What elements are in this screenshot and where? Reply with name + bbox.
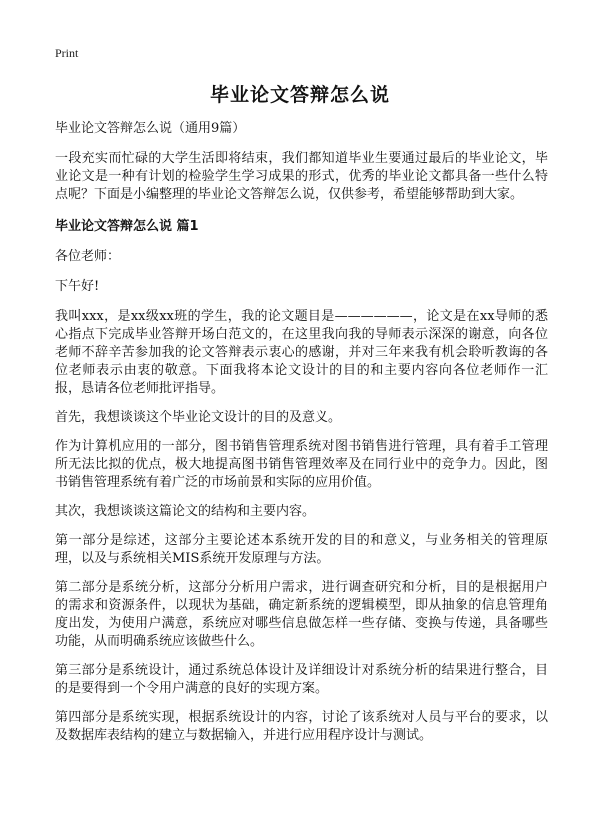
- print-link[interactable]: Print: [55, 46, 79, 60]
- salutation: 各位老师：: [55, 249, 121, 264]
- body-paragraph: 其次，我想谈谈这篇论文的结构和主要内容。: [55, 504, 316, 519]
- body-paragraph: 首先，我想谈谈这个毕业论文设计的目的及意义。: [55, 410, 342, 425]
- body-paragraph: 第四部分是系统实现，根据系统设计的内容，讨论了该系统对人员与平台的要求，以及数据库表结构的建立与数据输入，并进行应用程序设计与测试。: [55, 710, 548, 743]
- document-body: [55, 120, 548, 756]
- intro-paragraph: 一段充实而忙碌的大学生活即将结束，我们都知道毕业生要通过最后的毕业论文，毕业论文是一种有计划的检验学生学习成果的形式，优秀的毕业论文都具备一些什么特点呢？下面是小编整理的毕业论文答辩怎么说，仅供参考，希望能够帮助到大家。: [55, 151, 548, 202]
- body-paragraph: 作为计算机应用的一部分，图书销售管理系统对图书销售进行管理，具有着手工管理所无法比拟的优点，极大地提高图书销售管理效率及在同行业中的竞争力。因此，图书销售管理系统有着广泛的市场前景和实际的应用价值。: [55, 439, 548, 490]
- document-subtitle: 毕业论文答辩怎么说（通用9篇）: [55, 121, 246, 136]
- section-heading: 毕业论文答辩怎么说 篇1: [55, 219, 199, 234]
- greeting: 下午好!: [55, 279, 100, 294]
- body-paragraph: 第三部分是系统设计，通过系统总体设计及详细设计对系统分析的结果进行整合，目的是要得到一个令用户满意的良好的实现方案。: [55, 663, 548, 696]
- body-paragraph: 第二部分是系统分析，这部分分析用户需求，进行调查研究和分析，目的是根据用户的需求和资源条件，以现状为基础，确定新系统的逻辑模型，即从抽象的信息管理角度出发，为使用户满意，系统应对哪些信息做怎样一些存储、变换与传递，具备哪些功能，从而明确系统应该做些什么。: [55, 580, 548, 649]
- body-paragraph: 我叫xxx，是xx级xx班的学生，我的论文题目是——————，论文是在xx导师的悉心指点下完成毕业答辩开场白范文的，在这里我向我的导师表示深深的谢意，向各位老师不辞辛苦参加我的论文答辩表示衷心的感谢，并对三年来我有机会聆听教诲的各位老师表示由衷的敬意。下面我将本论文设计的目的和主要内容向各位老师作一汇报，恳请各位老师批评指导。: [55, 309, 548, 396]
- page-title: 毕业论文答辩怎么说: [209, 84, 390, 106]
- body-paragraph: 第一部分是综述，这部分主要论述本系统开发的目的和意义，与业务相关的管理原理，以及与系统相关MIS系统开发原理与方法。: [55, 533, 548, 566]
